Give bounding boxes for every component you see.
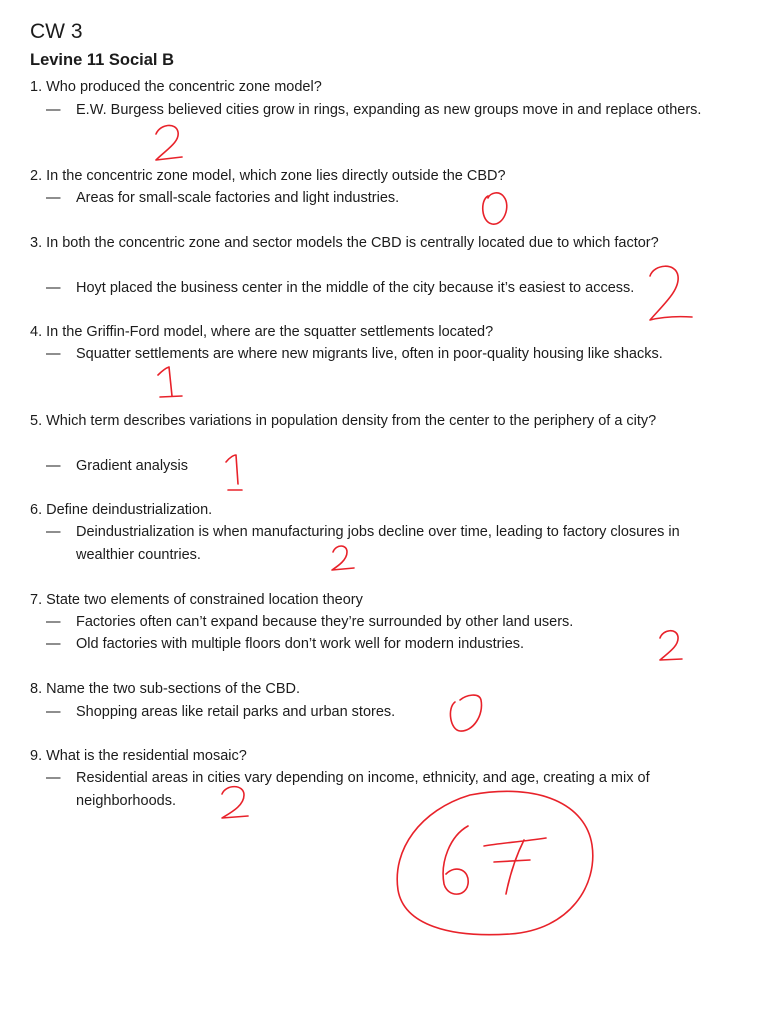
page-subtitle: Levine 11 Social B	[30, 51, 174, 69]
answer-3-text: Hoyt placed the business center in the middle of the city because it’s easiest to access.	[76, 280, 635, 296]
total-score-digit-7	[484, 838, 546, 894]
bullet-dash: —	[46, 524, 61, 540]
question-1: 1. Who produced the concentric zone model?	[30, 79, 322, 95]
bullet-dash: —	[46, 614, 61, 630]
answer-4-text: Squatter settlements are where new migrants live, often in poor-quality housing like shacks.	[76, 346, 663, 362]
total-score-digit-6	[443, 826, 468, 894]
bullet-dash: —	[46, 636, 61, 652]
answer-1-text: E.W. Burgess believed cities grow in rings, expanding as new groups move in and replace others.	[76, 102, 702, 118]
bullet-dash: —	[46, 190, 61, 206]
answer-5-text: Gradient analysis	[76, 458, 189, 474]
total-score-circle	[397, 791, 593, 934]
answer-3	[46, 277, 736, 300]
answer-6	[46, 521, 736, 566]
page-title: CW 3	[30, 20, 83, 43]
answer-9	[46, 767, 736, 812]
mark-q1-two	[156, 125, 182, 160]
answer-8-text: Shopping areas like retail parks and urban stores.	[76, 704, 396, 720]
answer-7a-text: Factories often can’t expand because they’re surrounded by other land users.	[76, 614, 574, 630]
answer-2-text: Areas for small-scale factories and light industries.	[76, 190, 400, 206]
answer-7b	[46, 633, 736, 656]
answer-1	[46, 99, 736, 122]
answer-7b-text: Old factories with multiple floors don’t work well for modern industries.	[76, 636, 525, 652]
question-4: 4. In the Griffin-Ford model, where are the squatter settlements located?	[30, 324, 494, 340]
question-3: 3. In both the concentric zone and sector models the CBD is centrally located due to which factor?	[30, 235, 659, 251]
answer-7a	[46, 611, 736, 634]
question-9: 9. What is the residential mosaic?	[30, 748, 247, 764]
answer-2	[46, 187, 736, 210]
mark-q4-one	[158, 367, 182, 397]
answer-9-text: Residential areas in cities vary depending on income, ethnicity, and age, creating a mix of neighborhoods.	[76, 770, 650, 809]
bullet-dash: —	[46, 102, 61, 118]
answer-6-text: Deindustrialization is when manufacturing jobs decline over time, leading to factory closures in wealthier countries.	[76, 524, 680, 563]
question-6: 6. Define deindustrialization.	[30, 502, 213, 518]
answer-4	[46, 343, 736, 366]
question-7: 7. State two elements of constrained location theory	[30, 592, 363, 608]
question-2: 2. In the concentric zone model, which zone lies directly outside the CBD?	[30, 168, 506, 184]
bullet-dash: —	[46, 458, 61, 474]
bullet-dash: —	[46, 346, 61, 362]
bullet-dash: —	[46, 280, 61, 296]
bullet-dash: —	[46, 770, 61, 786]
question-5: 5. Which term describes variations in population density from the center to the periphery of a city?	[30, 413, 657, 429]
question-8: 8. Name the two sub-sections of the CBD.	[30, 681, 300, 697]
answer-5	[46, 455, 736, 478]
bullet-dash: —	[46, 704, 61, 720]
answer-8	[46, 701, 736, 724]
